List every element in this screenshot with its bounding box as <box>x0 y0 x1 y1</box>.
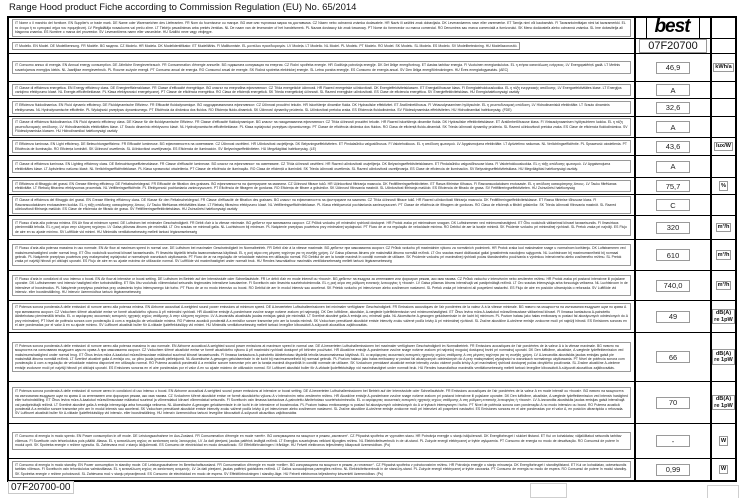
table-row-power-off-mode <box>9 424 735 459</box>
row-description: IT Efficienza fluidodinamica. EN Fluid dynamic efficiency. DE Fluiddynamische Effizienz. FR Efficacité fluidodynamique. BG хидродинамичната ефективност. CZ Účinnost proudění tekutin. HR Iskorištenje dinamike fluida. DK Hydrauliske effektivitet. ET Äratõmbetõhusus. FI Virtausdynaaminen hyötysuhde. EL η ρευστοδυναμική απόδοση. LV Hidrodinamiskā efektivitāte. LT Srauto dinaminis efektyvumas. NL Hydrodynamische efficiëntie. PL Wydajność przepływu dynamicznego. PT Eficiência da dinâmica dos fluidos. RO Eficiența fluido-dinamică. SK Účinnosť dynamiky prúdenia. SL Učinkovitost pretoka zraka. ES Eficiencia fluidodinámica. SV Flödesdynamiska effektiviteten. HU Hidrodinamikai hatékonyság. (FDE) <box>12 101 631 114</box>
row-description: IT Potenza sonora ponderata A delle emissioni di rumore aereo in condizioni di uso intenso o boost. EN Airborne acoustical A-weighted sound power emissions at intensive or boost setting. DE A-bewerteten Luftschallemissionen bei Betrieb auf der Intensivstufe oder Schnellaufstufe. FR Emissions acoustiques de l'air pondérées de la valeur A en mode intensif ou «boost». BG нивото на мощността на излъчвания въздушен шум по крива A за интензивен или форсиран режим, ако има такива. CZ Vzduchem šířené akustické emise ve formě akustického výkonu A v intenzivním nebo zesíleném režimu. HR Akustične emisije A-ponderirane zvučne snage nošene zrakom pri postavci intenzivne ili pojačane uporabe. DK Den luftbårne, akustiske, A-vægtede lydeffektemission ved intensiv hastighed eller turboindstilling. ET Õhus leviva müra A-kaalutud müravõimsustase määratud suurimal ja võimendatud kiirusel võimendatud seisundis. FI Soveltuvin osin ilmassa kantautuva A-painotettu äänitehotaso suurtehotoiminnolla. EL οι αερόφερτες ακουστικές εκπομπές ηχητικής ισχύος στάθμισης A στη ρύθμιση εντατικής λειτουργίας ή «boost». LV A-izsvarotās akustiskās jaudas emisijas gaisā intensīvajā vai pastiprinātajā režīmā. LT Svertinė akustinė galia A emisija intensyviąja arba forsuotąja veiksena. NL Akoestische A-gewogen geluidsemissie in de lucht in de intensieve of boostmodus. PL Poziom hałasu emitowanego w postaci fal akustycznych odniesionych do A w trybach intensywnym i turbo. PT Nível de potência sonora com ponderação A no modo intensivo ou boost. RO Puterea acustică ponderată A a emisiilor sonore transmise prin aer în modul intensiv sau accelerat. SK Vzduchom prenášané akustické emisie intenzity zvuku vážené podľa krivky A pri intenzívnom alebo zosilnenom nastavení. SL Zračne akustične A-utežene emisije zvokovne moči pri intenzivni ali pospešeni nastavitvi. ES Emisiones sonoras en el aire ponderadas por el valor A, en posición ultrarrápida o reforzada. SV Luftburet akustiskt buller för A-viktade ljudeffektutsläpp vid intensiv- eller boostinställning. HU Intenzív üzemmódhoz tartozó levegőbe kibocsátott A-súlyozott akusztikus zajkibocsátás <box>12 387 631 418</box>
row-description: IT Nome o il marchio del fornitore. EN Supplier's or trade mark. DE Name oder Warenzeichen des Lieferanten. FR Nom du fournisseur ou marque. BG име или търговска марка на доставчика. CZ Název nebo ochranná známka dodavatele. HR Naziv ili zaštitni znak dobavljača. DK Leverandørens navn eller varemærke. ET Tarnija nimi või kaubamärk. FI Tavarantoimittajan nimi tai tavaramerkki. EL το όνομα ή το εμπορικό σήμα του προμηθευτή. LV Piegādātāja nosaukums vai preču zīme. LT Tiekėjo pavadinimas arba prekės ženklas. NL De naam van de leverancier of het handelsmerk. PL Nazwa dostawcy lub znak towarowy. PT Nome do fornecedor ou marca comercial. RO Denumirea sau marca comercială a furnizorului. SK Meno dodávateľa alebo ochranná známka. SL Ime dobavitelja ali blagovna znamka. ES Nombre o marca del proveedor. SV Leverantörens namn eller varumärke. HU Szállító neve vagy védjegye. <box>12 19 631 36</box>
row-description: IT Potenza sonora ponderata A delle emissioni di rumore aereo alla potenza massima in uso normale. EN Airborne acoustical A-weighted sound power emissions at maximum speed in normal use. DE A-bewerteten Luftschallemissionen bei maximaler verfügbarer Geschwindigkeit im Normalbetrieb. FR Emissions acoustiques de l'air pondérées de la valeur A à la vitesse maximale. BG нивото на мощността на излъчвания въздушен шум по крива A при максимална скорост. CZ Vzduchem šířené akustické emise ve formě akustického výkonu A při maximální rychlosti dostupné při běžném používání. HR Akustične emisije A-ponderirane zvučne snage nošene zrakom pri najvećoj mogućoj dostupnoj brzini pri normalnoj uporabi. DK Den luftbårne, akustiske, A-vægtede lydeffektemission ved maksimumshastighed under normal brug. ET Õhus leviva müra A-kaalutud müravõimsustase määratud suurimal kiirusel tavaseisundis. FI Ilmassa kantautuva A-painotettu äänitehotaso täydellä teholla tavanomaisessa käytössä. EL οι αερόφερτες ακουστικές εκπομπές ηχητικής ισχύος στάθμισης A στη μέγιστη ταχύτητα για τη συνήθη χρήση. LV A-izsvarotās akustiskās jaudas emisijas gaisā pie maksimālā ātruma normālā režīmā. LT Svertinė akustinė galia A emisija oru, uz pilnu jauda įprastā pielietojumā. NL Akoestische A-gewogen geluidsemissie in de lucht bij maximumsnelheid bij normaal gebruik. PL Poziom hałasu jako hałas emitowany w postaci fal akustycznych odniesionych do A przy maksymalnej wydajności w warunkach normalnego użytkowania. PT Nível de potência sonora com ponderação A com a regulação de velocidade máxima disponível em utilização normal. RO Puterea acustică ponderată A a emisiilor sonore transmise prin aer la turația maximă disponibilă în condiții normale de utilizare. SK Vzduchom prenášané akustické emisie intenzity zvuku vážené podľa krivky A pri maximálnej rýchlosti dostupnej počas obvyklého používania. SL Zračne akustične A-utežene emisije zvokovne moči pri najvišji hitrosti pri običajni uporabi. ES Emisiones sonoras en el aire ponderadas por el valor A en su ajuste máximo de utilización normal. SV Luftburet akustiskt buller för A-viktade ljudeffektutsläpp vid maximihastighet under normalt bruk. HU Rendes használathoz maximális ventilátorsebesség mellett tartozó levegőbe kibocsátott A-súlyozott akusztikus zajkibocsátás. <box>12 342 631 373</box>
row-unit <box>723 166 725 167</box>
row-value: 32,6 <box>656 102 690 114</box>
table-row-grease-filtering-efficiency-class <box>9 195 735 216</box>
table-row-supplier <box>9 18 735 39</box>
row-unit: W <box>720 437 727 444</box>
table-row-fluid-dynamic-efficiency <box>9 99 735 117</box>
model-code: 07F20700 <box>639 39 707 53</box>
table-row-airflow-minimum <box>9 216 735 240</box>
row-description: IT Modello. EN Model. DE Modellkennung. FR Modèle. BG модела. CZ Modelu. HR Modela. DK Modelidentifikator. ET Mudelitähis. FI Mallitunniste. EL μοντέλου προσδιορισμόν. LV Modeļa. LT Modelio. NL Model. PL Modelu. PT Modelo. RO Model. SK Modelu. SL Modela. ES Modelo. SV Modellbeteckning. HU Modellazonosító. <box>12 42 520 50</box>
row-description: IT Consumo di energia in modo standby. EN Power consumption in standby mode. DE Leistungsaufnahme im Bereitschaftszustand. FR Consommation d'énergie en mode «veille». BG консумацията на мощност в режим „в готовност“. CZ Případná spotřeba v pohotovostním režimu. HR Potrošnja energije u stanju mirovanja. DK Energiforbruget i standbytilstand. ET Kui on kohaldatav, ooteseisundis tarbitav võimsus. FI Soveltuvin osin tehonkulutus valmiustilassa. EL η κατανάλωση ισχύος σε κατάσταση αναμονής. LV Ja dati pieejami, jaudas patēriņš gaidstāves režīmā. LT Galios sunaudojimas parengties režimu. NL Elektriciteitsverbruik in de stand-by-stand. PL Zużycie energii elektrycznej w trybie czuwania. PT Consumo de energia no modo de espera. RO Consumul de putere în modul standby. SK Spotreba energie v režime pohotovosti. SL Zahtevana moč v stanju pripravljenosti. ES Consumo de electricidad en modo de espera. SV Effektförbrukningen i standby-läge. HU Felvett elektromos teljesítmény készenléti üzemmódban. (Ps) <box>12 461 631 478</box>
row-unit: dB(A) re 1pW <box>712 349 735 365</box>
table-row-airflow-boost <box>9 271 735 301</box>
document-code: 07F20700-00 <box>8 481 74 494</box>
row-value: 610 <box>656 249 690 261</box>
row-value: 46,9 <box>656 62 690 74</box>
table-row-power-standby-mode <box>9 459 735 480</box>
table-row-model <box>9 39 735 54</box>
row-description: IT Classe di efficienza energetica. EN Energy efficiency class. DE Energieeffizienzklasse. FR Classe d'efficacité énergétique. BG класът на енергийна ефективност. CZ Třída energetické účinnosti. HR Razred energetske učinkovitosti. DK Energieffektivitetsklassen. ET Energiatõhususe klass. FI Energiatehokkuusluokka. EL η τάξη ενεργειακής απόδοσης. LV Energoefektivitātes klase. LT Energijos vartojimo efektyvumo klasė. NL Energie-efficiëntieklasse. PL Klasa efektywności energetycznej. PT Classe de eficiência energética. RO Clasa de eficiență energetică. SK Trieda energetickej účinnosti. SL Razred energijske učinkovitosti. ES Clase de eficiencia energética. SV Energieffektivitetsklass. HU Energiahatékonysági osztály <box>12 84 631 97</box>
table-row-grease-filtering-efficiency <box>9 178 735 195</box>
best-brand-logo: best <box>646 18 699 38</box>
row-value: C <box>656 199 690 211</box>
row-unit: m³/h <box>717 282 730 289</box>
row-value: A <box>656 161 690 173</box>
row-description: IT Consumo annuo di energia. EN Annual energy consumption. DE Jährliche Energieverbrauch. FR Consommation d'énergie annuelle. BG годишната консумация на енергия. CZ Roční spotřeba energie. HR Godišnja potrošnja energije. DK Det årlige energiforbrug. ET Aastas tarbitav energia. FI Vuotuinen energiankulutus. EL η ετήσια κατανάλωση ενέργειας. LV Energopatēriņš gadā. LT Metinis suvartojamos energijos kiekis. NL Jaarlijkse energieverbruik. PL Roczne zużycie energii. PT Consumo anual de energia. RO Consumul anual de energie. SK Ročná spotreba elektrickej energie. SL Letna poraba energije. ES Consumo de energía anual. SV Den årliga energiförbrukningen. HU Éves energiafogyasztás. (AEC) <box>12 61 631 74</box>
row-description: IT Classe di efficienza luminosa. EN Lighting efficiency class. DE Beleuchtungseffizienzklasse. FR Classe d'efficacité lumineuse. BG класът на ефективност на осветяване. CZ Třída účinnosti osvětlení. HR Razred učinkovitosti osvjetljenja. DK Belysningseffektivitetsklassen. ET Pindalaühiku valgustõhususe klass. FI Valotehokkuusluokka. EL η τάξη απόδοσης φωτισμού. LV Apgaismojuma efektivitātes klase. LT Apšvietimo našumo klasė. NL Verlichtingsefficiëntieklasse. PL Klasa sprawności oświetlenia. PT Classe de eficiência de iluminação. RO Clasa de eficiență a iluminării. SK Trieda účinnosti osvetlenia. SL Razred učinkovitosti osvetljevanja. ES Clase de eficiencia de iluminación. SV Belysningseffektivitetsklass. HU Megvilágítási hatékonysági osztály. <box>12 160 631 173</box>
empty-form-field <box>530 483 567 498</box>
row-description: IT Efficienza di filtraggio dei grassi. EN Grease filtering efficiency. DE Fettabscheidegrad. FR Efficacité de filtration des graisses. BG ефективността на филтриране на мазнини. CZ Účinnost filtrace tuků. HR Učinkovitost filtriranja masnoća. DK Fedtfiltreringseffektiviteten. ET Rasva filtrimise tõhusus. FI Rasvansuodatuksen erotusaste. EL η απόδοση κατακράτησης λίπους. LV Tauku filtrēšanas efektivitāte. LT Riebalų filtravimo efektyvumas procentais. NL Vetfilteringsefficiëntie. PL Efektywność pochłaniania zanieczyszczeń. PT Eficiência de filtragem de gorduras. RO Eficiența de filtrare a grăsimilor. SK Účinnosť filtrovania mastnôt. SL Učinkovitost filtriranja maščob. ES Eficiencia de filtrado de grasa. SV Fettfiltreringseffektiviteten. HU Zsírszűrési hatékonyság <box>12 180 631 193</box>
table-row-airflow-maximum <box>9 240 735 271</box>
row-unit: m³/h <box>717 251 730 258</box>
row-value: 49 <box>656 311 690 323</box>
row-unit: dB(A) re 1pW <box>712 309 735 325</box>
row-unit <box>723 46 725 47</box>
row-value: A <box>656 121 690 133</box>
row-unit <box>723 107 725 108</box>
row-unit <box>723 127 725 128</box>
row-description: IT Flusso d'aria alla potenza massima in uso normale. EN Air flow at maximum speed in normal use. DE Luftstrom bei maximaler Geschwindigkeit im Normalbetrieb. FR Débit d'air à la vitesse maximale. BG дебитът при максимална скорост. CZ Průtok vzduchu při maximálním výkonu za normálních podmínek. HR Protok zraka kod maksimalne snage u normalnom korištenju. DK Luftstrømmen ved maksimumshastighed under normal brug. ET Õhu vooluhulk suurimal kiirusel tavaseisundis. FI Ilmavirta täydellä teholla tavanomaisessa käytössä. EL η ροή αέρα στη μέγιστη ταχύτητα για τη συνήθη χρήση. LV Gaisa plūsmas ātrums pie maksimālā ātruma normālā režīmā. LT Oro srautas esant didžiausiai galiai įprastinėmis naudojimo sąlygomis. NL Luchtstroom bij maximumsnelheid bij normaal gebruik. PL Natężenie przepływu powietrza przy maksymalnej wydajności w normalnych warunkach użytkowania. PT Fluxo de ar na regulação de velocidade máxima em utilização normal. RO Debitul de aer la turație maximă în condiții normale de utilizare. SK Prúdenie vzduchu pri maximálnej rýchlosti počas štandardného používania s výnimkou intenzívneho alebo zosilneného režimu. SL Pretok zraka pri najvišji hitrosti pri običajni uporabi. ES Flujo de aire en su ajuste máximo de utilización normal. SV Luftflöde vid maximihastighet under normalt bruk. HU Rendes használathoz maximális ventilátorsebesség mellett tartozó légáramsebesség <box>12 244 631 266</box>
row-description: IT Classe di efficienza fluidodinamica. EN Fluid dynamic efficiency class. DE Klasse für die fluiddynamische Effizienz. FR Classe d'efficacité fluidodynamique. BG класът на газодинамична ефективност. CZ Třída účinnosti proudění tekutin. HR Razred iskorištenja dinamike fluida. DK Hydrauliske effektivitetsklasse. ET Äratõmbetõhususe klass. FI Virtausdynaamisen hyötysuhteen luokka. EL η τάξη ρευστοδυναμικής απόδοσης. LV Hidrodinamiskās efektivitātes klase. LT Srauto dinaminio efektyvumo klasė. NL Hydrodynamische-efficiëntieklasse. PL Klasa wydajności przepływu dynamicznego. PT Classe de eficiência dinâmica dos fluidos. RO Clasa de eficiență fluido-dinamică. SK Trieda účinnosti dynamiky prúdenia. SL Razred učinkovitosti pretoka zraka. ES Clase de eficiencia fluidodinámica. SV Flödesdynamiska klassen. HU Hidrodinamikai hatékonysági osztály <box>12 118 631 135</box>
row-unit <box>723 90 725 91</box>
row-value: 0,99 <box>656 464 690 476</box>
fiche-table <box>7 16 737 482</box>
row-value: 70 <box>656 397 690 409</box>
row-value: 43,6 <box>656 141 690 153</box>
row-unit: m³/h <box>717 224 730 231</box>
row-description: IT Flusso d'aria alla potenza minima. EN Air flow at minimum speed. DE Luftstrom bei minimaler Geschwindigkeit. FR Débit d'air à la vitesse minimale. BG дебитът при минимална скорост. CZ Průtok vzduchu při minimální rychlosti dostupné. HR Protok zraka pri minimalnom snagom. DK Luftstrømmen ved minimumshastighed. ET Õhu vooluhulk väikseimal kiirusel tavaseisundis. FI Ilmavirtaus pienimmällä teholla. EL η ροή αέρα στην ελάχιστη ταχύτητα. LV Gaisa plūsmas ātrums pie minimālā. LT Oro srautas ne minimali galia. NL Luchtstroom bij minimum. PL Natężenie przepływu powietrza przy minimalnej wydajności. PT Fluxo de ar na regulação de velocidade mínima. RO Debitul de aer la turație minimă. SK Prúdenie vzduchu pri minimálnej rýchlosti. SL Pretok zraka pri najnižji. ES Flujo de aire en su ajuste mínimo. SV Luftflöde vid minimi. HU Minimális ventilátorsebesség mellett tartozó légáramsebesség <box>12 219 631 236</box>
row-description: IT Efficienza luminosa. EN Light efficiency. DE Beleuchtungseffizienz. FR Efficacité lumineuse. BG ефективността на осветяване. CZ Účinnost osvětlení. HR Učinkovitost osvjetljenja. DK Belysningseffektiviteten. ET Pindalaühiku valgustõhusus. FI Valotehokkuus. EL η απόδοση φωτισμού. LV Apgaismojuma efektivitāte. LT Apšvietimo našumas. NL Verlichtingsefficiëntie. PL Sprawność oświetlenia. PT Eficiência de iluminação. RO Eficiența luminării. SK Účinnosť osvetlenia. SL Učinkovitost osvetljevanja. ES Eficiencia de iluminación. SV Belysningseffektiviteten. HU Megvilágítási hatékonyság. (LE) <box>12 140 631 153</box>
row-value: 320 <box>656 222 690 234</box>
row-unit <box>723 205 725 206</box>
row-unit: W <box>720 466 727 473</box>
table-row-noise-minimum <box>9 301 735 333</box>
row-value: 66 <box>656 351 690 363</box>
row-value: 75,7 <box>656 180 690 192</box>
row-unit: % <box>721 182 726 189</box>
table-row-noise-boost <box>9 382 735 424</box>
empty-form-field <box>707 485 739 498</box>
row-unit: kWh/a <box>715 64 732 71</box>
row-description: IT Potenza sonora ponderata A delle emissioni di rumore aereo alla potenza minima. EN Airborne acoustical A-weighted sound power emissions at minimum speed. DE A-bewerteten Luftschallemissionen bei minimaler verfügbarer Geschwindigkeit. FR Emissions acoustiques de l'air pondérées de la valeur A à la vitesse minimale. BG нивото на мощността на излъчвания въздушен шум по крива A при минимална скорост. CZ Vzduchem šířené akustické emise ve formě akustického výkonu A při minimální rychlosti. HR Akustične emisije A-ponderirane zvučne snage nošene zrakom pri najmanjoj. DK Den luftbårne, akustiske, A-vægtede lydeffektemission ved minimumshastighed. ET Õhus leviva müra A-kaalutud müravõimsustase väikseimal kiirusel. FI Ilmassa kantautuva A-painotettu äänitehotaso pienimmällä teholla. EL οι αερόφερτες ακουστικές εκπομπές ηχητικής ισχύος στάθμισης A στην ελάχιστη ταχύτητα. LV A-izsvarotās akustiskās jaudas emisijas gaisā pie minimālā. LT Svertinė akustinė galia A emisija oru, minimali galia. NL Akoestische A-gewogen geluidsemissie in de lucht bij minimum. PL Poziom hałasu jako hałas emitowany w postaci fal akustycznych odniesionych do A przy minimalnej. PT Nível de potência sonora com ponderação A com a regulação de velocidade mínima. RO Puterea acustică ponderată A a emisiilor sonore transmise prin aer la turația minimă. SK Vzduchom prenášané akustické emisie intenzity zvuku vážené podľa krivky A pri minimálnej rýchlosti. SL Zračne akustične A-utežene emisije zvokovne moči pri najnižji hitrosti. ES Emisiones sonoras en el aire ponderadas por el valor A en su ajuste mínimo. SV Luftburet akustiskt buller för A-viktade ljudeffektutsläpp vid minimi. HU Minimális ventilátorsebesség mellett tartozó levegőbe kibocsátott A-súlyozott akusztikus zajkibocsátás. <box>12 303 631 329</box>
row-value: A <box>656 84 690 96</box>
table-row-noise-maximum <box>9 333 735 382</box>
table-row-lighting-efficiency-class <box>9 156 735 178</box>
row-description: IT Classe di efficienza del filtraggio dei grassi. EN Grease filtering efficiency class. DE Klasse für den Fettabscheidegrad. FR Classe d'efficacité de filtration des graisses. BG класът на ефективността на филтриране на мазнини. CZ Třída účinnosti filtrace tuků. HR Razred učinkovitosti filtriranja masnoća. DK Fedtfiltreringseffektivitetsklasse. ET Rasva filtrimise tõhususe klass. FI Rasvansuodatuksen erotusasteen luokka. EL η τάξη απόδοσης κατακράτησης λίπους. LV Tauku filtrēšanas efektivitātes klase. LT Riebalų filtravimo efektyvumo klasė. NL Vetfilteringsefficiëntieklasse. PL Klasa efektywności pochłaniania zanieczyszczeń. PT Classe de eficiência de filtragem de gorduras. RO Clasa de eficiență a filtrării grăsimilor. SK Trieda účinnosti filtrovania mastnôt. SL Razred učinkovitosti filtriranja maščob. ES Clase de eficiencia de filtrado de grasa. SV Fettfiltreringseffektivitetsklass. HU Zsírszűrési hatékonysági osztály <box>12 196 631 213</box>
table-row-energy-efficiency-class <box>9 82 735 99</box>
table-row-fluid-dynamic-efficiency-class <box>9 117 735 138</box>
row-description: IT Flusso d'aria in condizioni di uso intenso o boost. EN Air flow at intensive or boost setting. DE Luftstrom im Betrieb auf der Intensivstufe oder Schnellaufstufe. FR Le débit d'air en mode intensif ou «boost». BG дебитът на въздуха за интензивен или форсиран режим, ако има такива. CZ Průtok vzduchu v intenzivním nebo zesíleném režimu. HR Protok zraka pri postavci intenzivne ili pojačane uporabe. DK Luftstrømmen ved intensiv hastighed eller turboindstilling. ET Siis õhu vooluhulk võimendatud seisundis tingimustes intensiivne kasutamine. FI Soveltuvin osin ilmavirta suurtehotoiminnolla. EL η ροή αέρα στη ρύθμιση εντατικής λειτουργίας ή «boost». LV Gaisa plūsmas ātrums intensīvajā vai pastiprinātajā režīmā. LT Oro srautas intensyviąja arba forsuotąja veiksena. NL Luchtstroom in de intensieve of boostmodus. PL Natężenie przepływu powietrza przy ustawieniu trybu intensywnego lub turbo. PT Fluxo de ar no modo intensivo ou boost. RO Debitul de aer în modul intensiv sau accelerat. SK Prietok vzduchu pri intenzívnom alebo zosilnenom nastavení. SL Pretok zraka pri intenzivni ali pospešeni nastavitvi. ES Flujo de aire en posición ultrarrápida o reforzada. SV Luftflöde vid intensiv- eller boostinställning. HU Intenzív üzemmódhoz tartozó légáramsebesség <box>12 275 631 297</box>
row-unit: lux/W <box>716 143 731 150</box>
row-value: - <box>656 435 690 447</box>
row-description: IT Consumo di energia in modo spento. EN Power consumption in off mode. DE Leistungsaufnahme im Aus-Zustand. FR Consommation d'énergie en mode «arrêt». BG консумацията на мощност в режим „изключен“. CZ Případná spotřeba ve vypnutém stavu. HR Potrošnja energije u stanju isključenosti. DK Energiforbruget i slukket tilstand. ET Kui on kohaldatav, väljalülitatud seisundis tarbitav võimsus. FI Soveltuvin osin tehonkulutus pois päältä -tilassa. EL η κατανάλωση ισχύος σε κατάσταση εκτός λειτουργίας. LV Ja dati pieejami, jaudas patēriņš izslēgtā režīmā. LT Energijos suvartojimas veikiant išjungties režimu. NL Elektriciteitsverbruik in de uit-stand. PL Zużycie energii elektrycznej w trybie wyłączenia. PT Consumo de energia no modo de desativação. RO Consumul de putere în modul oprit. SK Spotreba energie v režime vypnutia. SL Zahtevana moč v stanju izključenosti. ES Consumo de electricidad en modo desactivado. SV Effektförbrukningen i frånläge. HU Felvett elektromos teljesítmény kikapcsolt üzemmódban. (Po) <box>12 432 631 449</box>
row-unit: dB(A) re 1pW <box>712 395 735 411</box>
page-title: Range Hood product Fiche according to Commission Regulation (EU) No. 65/2014 <box>9 2 357 13</box>
row-unit <box>723 28 725 29</box>
table-row-lighting-efficiency <box>9 138 735 156</box>
row-value: 740,0 <box>656 280 690 292</box>
table-row-annual-energy-consumption <box>9 54 735 82</box>
